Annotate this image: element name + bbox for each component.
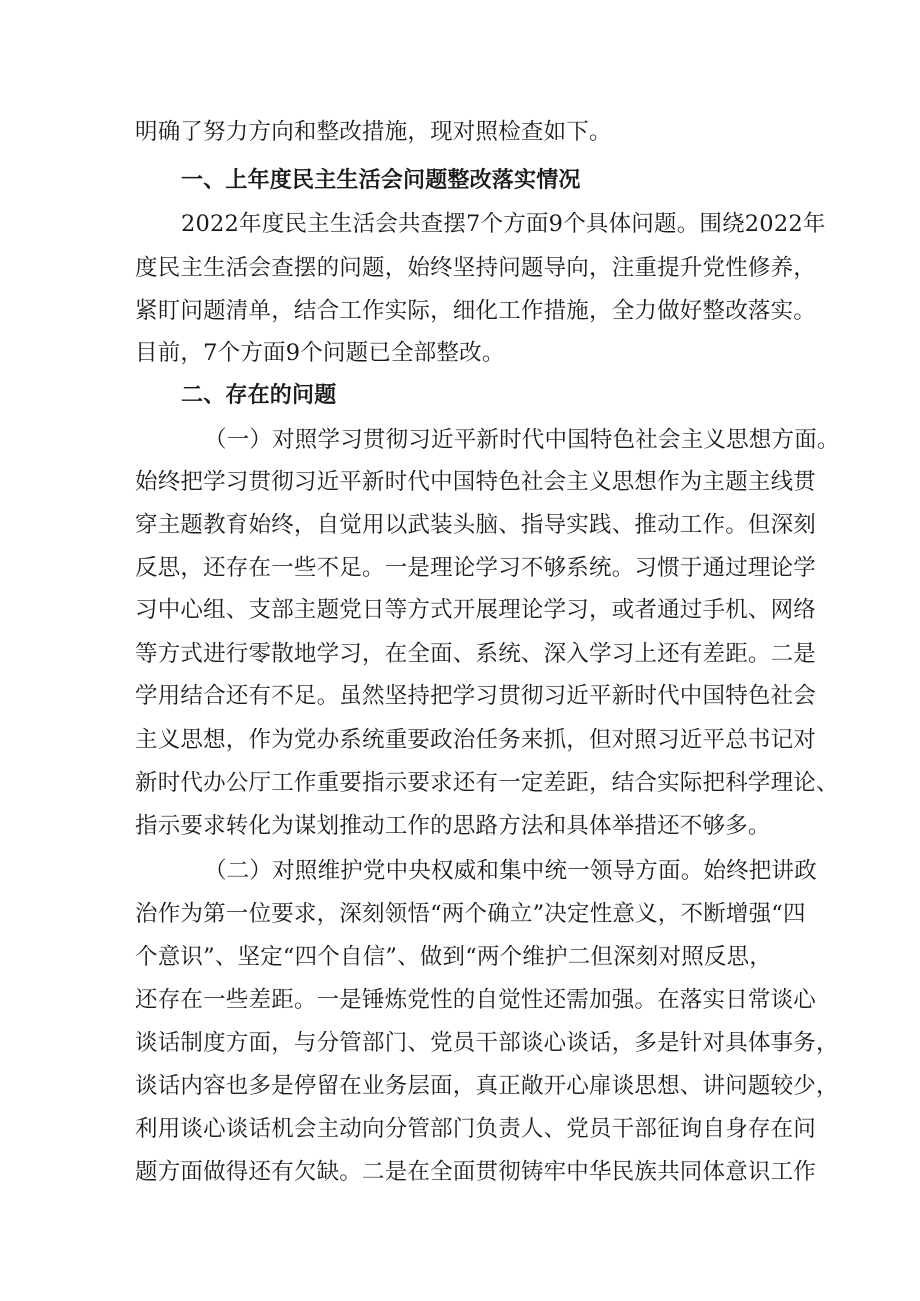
- text-line: 个意识”、坚定“四个自信”、做到“两个维护二但深刻对照反思，: [135, 944, 773, 970]
- text-line: 等方式进行零散地学习，在全面、系统、深入学习上还有差距。二是: [135, 641, 817, 667]
- section-heading-1: 一、上年度民主生活会问题整改落实情况: [181, 168, 581, 193]
- text-line: 谈话制度方面，与分管部门、党员干部谈心谈话，多是针对具体事务，: [135, 1030, 839, 1056]
- text-line: 目前，7个方面9个问题已全部整改。: [135, 340, 505, 366]
- section-heading-2: 二、存在的问题: [181, 383, 337, 408]
- text-line: 主义思想，作为党办系统重要政治任务来抓，但对照习近平总书记对: [135, 727, 817, 753]
- text-line: 治作为第一位要求，深刻领悟“两个确立”决定性意义，不断增强“四: [135, 901, 806, 927]
- text-line: 习中心组、支部主题党日等方式开展理论学习，或者通过手机、网络: [135, 597, 817, 623]
- subsection-heading-1: （一）对照学习贯彻习近平新时代中国特色社会主义思想方面。: [204, 427, 840, 453]
- text-line: 始终把学习贯彻习近平新时代中国特色社会主义思想作为主题主线贯: [135, 469, 817, 495]
- text-line: 穿主题教育始终，自觉用以武装头脑、指导实践、推动工作。但深刻: [135, 512, 817, 538]
- text-line: 利用谈心谈话机会主动向分管部门负责人、党员干部征询自身存在问: [135, 1116, 817, 1142]
- text-line: 2022年度民主生活会共查摆7个方面9个具体问题。围绕2022年: [181, 211, 826, 237]
- text-line: 指示要求转化为谋划推动工作的思路方法和具体举措还不够多。: [135, 813, 771, 839]
- text-line: 新时代办公厅工作重要指示要求还有一定差距，结合实际把科学理论、: [135, 770, 839, 796]
- text-line: 学用结合还有不足。虽然坚持把学习贯彻习近平新时代中国特色社会: [135, 683, 817, 709]
- subsection-heading-2: （二）对照维护党中央权威和集中统一领导方面。始终把讲政: [204, 858, 817, 884]
- text-line: 还存在一些差距。一是锤炼党性的自觉性还需加强。在落实日常谈心: [135, 987, 817, 1013]
- text-line: 明确了努力方向和整改措施，现对照检查如下。: [135, 119, 612, 145]
- text-line: 紧盯问题清单，结合工作实际，细化工作措施，全力做好整改落实。: [135, 298, 817, 324]
- text-line: 谈话内容也多是停留在业务层面，真正敞开心扉谈思想、讲问题较少，: [135, 1073, 839, 1099]
- text-line: 反思，还存在一些不足。一是理论学习不够系统。习惯于通过理论学: [135, 555, 817, 581]
- text-line: 度民主生活会查摆的问题，始终坚持问题导向，注重提升党性修养，: [135, 255, 817, 281]
- text-line: 题方面做得还有欠缺。二是在全面贯彻铸牢中华民族共同体意识工作: [135, 1159, 817, 1185]
